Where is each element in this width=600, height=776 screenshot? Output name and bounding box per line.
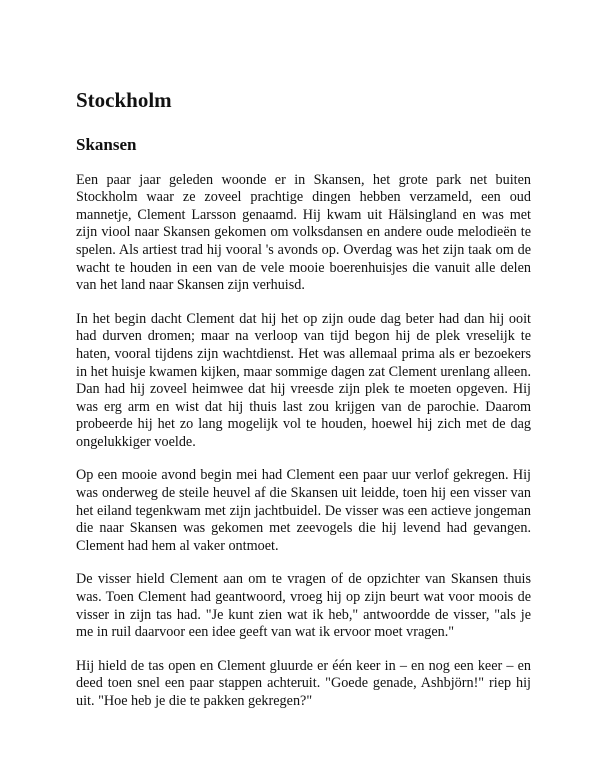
document-title: Stockholm bbox=[76, 88, 172, 112]
paragraph-2: In het begin dacht Clement dat hij het op zijn oude dag beter had dan hij ooit had durven dromen; maar na verloop van tijd begon hij de plek vreselijk te haten, vooral tijdens zijn wachtdienst. Het was allemaal prima als er bezoekers in het huisje kwamen kijken, maar sommige dagen zat Clement urenlang alleen. Dan had hij zoveel heimwee dat hij vreesde zijn plek te moeten opgeven. Hij was erg arm en wist dat hij thuis last zou krijgen van de parochie. Daarom probeerde hij het zo lang mogelijk vol te houden, hoewel hij zich met de dag ongelukkiger voelde. bbox=[76, 310, 531, 450]
paragraph-5: Hij hield de tas open en Clement gluurde er één keer in – en nog een keer – en deed toen snel een paar stappen achteruit. "Goede genade, Ashbjörn!" riep hij uit. "Hoe heb je die te pakken gekregen?" bbox=[76, 657, 531, 710]
section-heading: Skansen bbox=[76, 135, 137, 155]
document-page bbox=[76, 88, 531, 727]
paragraph-1: Een paar jaar geleden woonde er in Skansen, het grote park net buiten Stockholm waar ze zoveel prachtige dingen hebben verzameld, een oud mannetje, Clement Larsson genaamd. Hij kwam uit Hälsingland en was met zijn viool naar Skansen gekomen om volksdansen en andere oude melodieën te spelen. Als artiest trad hij vooral 's avonds op. Overdag was het zijn taak om de wacht te houden in een van de vele mooie boerenhuisjes die vanuit alle delen van het land naar Skansen zijn verhuisd. bbox=[76, 171, 531, 294]
paragraph-4: De visser hield Clement aan om te vragen of de opzichter van Skansen thuis was. Toen Clement had geantwoord, vroeg hij op zijn beurt wat voor moois de visser in zijn tas had. "Je kunt zien wat ik heb," antwoordde de visser, "als je me in ruil daarvoor een idee geeft van wat ik ervoor moet vragen." bbox=[76, 571, 531, 641]
paragraph-3: Op een mooie avond begin mei had Clement een paar uur verlof gekregen. Hij was onderweg de steile heuvel af die Skansen uit leidde, toen hij een visser van het eiland tegenkwam met zijn jachtbuidel. De visser was een actieve jongeman die naar Skansen was gekomen met zeevogels die hij levend had gevangen. Clement had hem al vaker ontmoet. bbox=[76, 467, 531, 554]
